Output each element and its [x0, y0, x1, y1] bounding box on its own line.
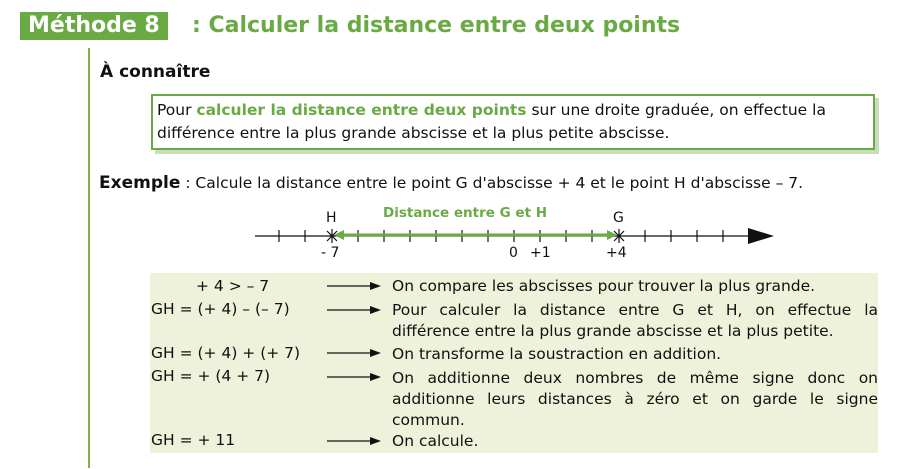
section-heading: À connaître: [100, 62, 211, 82]
step-2-explanation: Pour calculer la distance entre G et H, on effectue la différence entre la plus grande abscisse et la plus petite.: [392, 301, 878, 340]
step-3-explanation: On transforme la soustraction en addition.: [392, 345, 722, 363]
step-5-explanation: On calcule.: [392, 432, 479, 450]
example-text: : Calcule la distance entre le point G d'abscisse + 4 et le point H d'abscisse – 7.: [180, 174, 804, 192]
tick-label-zero: 0: [509, 245, 518, 261]
step-3-expression: GH = (+ 4) + (+ 7): [151, 344, 301, 362]
rule-highlight: calculer la distance entre deux points: [196, 101, 527, 119]
rule-text-pre: Pour: [157, 101, 197, 119]
step-4-expression: GH = + (4 + 7): [151, 367, 271, 385]
step-1-expression: + 4 > – 7: [196, 277, 270, 295]
point-h-label: H: [326, 210, 337, 226]
example-label: Exemple: [99, 173, 181, 193]
method-badge: Méthode 8: [20, 12, 168, 40]
rule-text-post: sur une droite graduée, on effectue la différence entre la plus grande abscisse et la plus petite abscisse.: [157, 101, 826, 142]
step-2-arrow: [327, 306, 381, 314]
page-title: : Calculer la distance entre deux points: [192, 13, 681, 38]
tick-label-minus7: - 7: [321, 245, 340, 261]
step-4-arrow: [327, 373, 381, 381]
step-4-explanation: On additionne deux nombres de même signe donc on additionne leurs distances à zéro et on garde le signe commun.: [392, 369, 878, 429]
step-1-arrow: [327, 282, 381, 290]
tick-label-plus4: +4: [606, 245, 627, 261]
point-g-label: G: [613, 210, 624, 226]
step-3-arrow: [327, 349, 381, 357]
distance-label: Distance entre G et H: [383, 205, 548, 221]
step-5-arrow: [327, 437, 381, 445]
step-2-expression: GH = (+ 4) – (– 7): [151, 300, 290, 318]
step-1-explanation: On compare les abscisses pour trouver la plus grande.: [392, 277, 816, 295]
step-5-expression: GH = + 11: [151, 431, 236, 449]
tick-label-plus1: +1: [530, 245, 551, 261]
